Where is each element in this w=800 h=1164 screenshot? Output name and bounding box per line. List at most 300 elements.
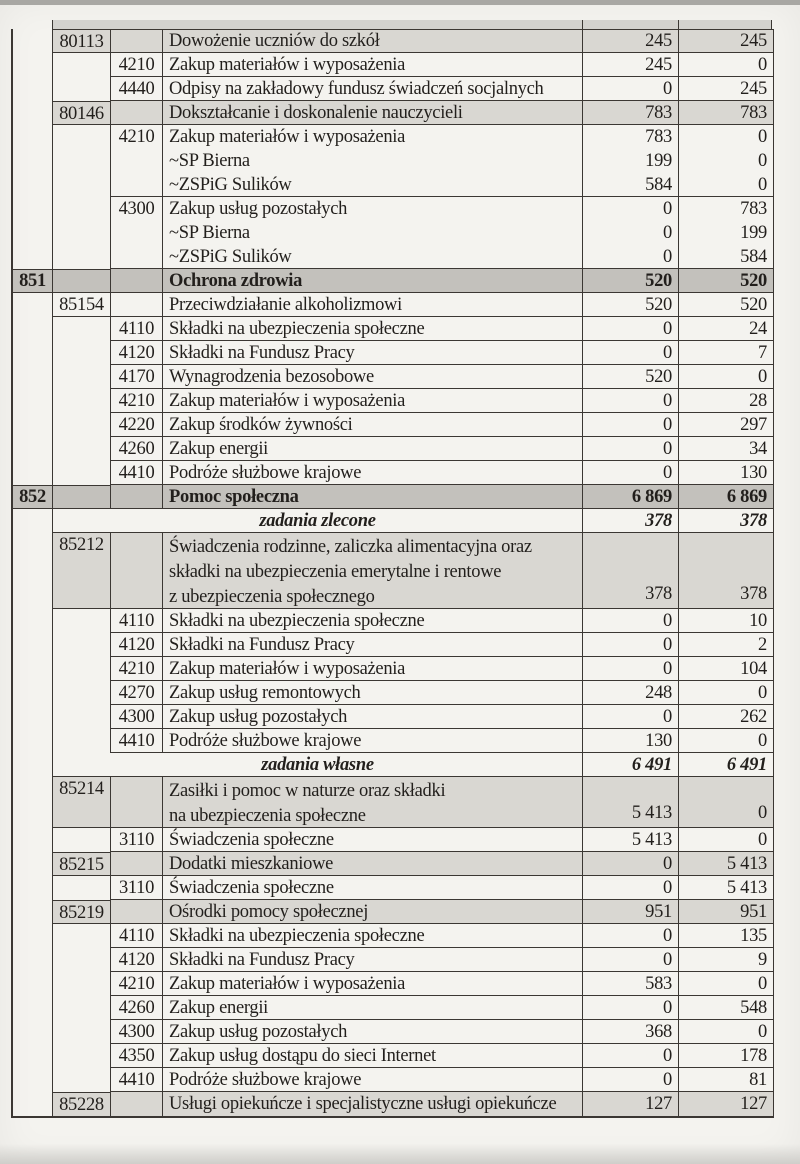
- chapter-code-cell: [13, 633, 53, 657]
- description-cell: Zakup usług pozostałych: [163, 705, 583, 729]
- table-row: [13, 924, 773, 948]
- section-code-cell: [53, 729, 111, 753]
- table-row: [13, 777, 773, 828]
- paragraph-code-cell: 4120: [111, 948, 163, 972]
- amount-col2-cell: 2: [679, 633, 773, 657]
- chapter-code-cell: [13, 53, 53, 77]
- section-code-cell: [53, 269, 111, 293]
- section-code-cell: [53, 197, 111, 221]
- amount-col1-cell: 0: [583, 1068, 679, 1092]
- amount-col1-cell: 783: [583, 125, 679, 149]
- chapter-code-cell: [13, 1068, 53, 1092]
- chapter-code-cell: [13, 609, 53, 633]
- amount-col2-cell: 951: [679, 900, 773, 924]
- paragraph-code-cell: 4270: [111, 681, 163, 705]
- amount-col1-cell: 0: [583, 996, 679, 1020]
- section-code-cell: [53, 705, 111, 729]
- description-cell: [163, 533, 583, 609]
- description-cell: [163, 777, 583, 828]
- section-code-cell: [53, 924, 111, 948]
- cutoff-cell: [53, 20, 583, 29]
- table-row: [13, 753, 773, 777]
- amount-col1-cell: 0: [583, 197, 679, 221]
- amount-col2-cell: 130: [679, 461, 773, 485]
- table-row: [13, 948, 773, 972]
- amount-col2-cell: 548: [679, 996, 773, 1020]
- amount-col1-cell: 127: [583, 1092, 679, 1116]
- table-row: [13, 900, 773, 924]
- chapter-code-cell: [13, 924, 53, 948]
- section-code-cell: [53, 389, 111, 413]
- amount-col2-cell: 520: [679, 293, 773, 317]
- amount-col1-cell: 0: [583, 705, 679, 729]
- paragraph-code-cell: 4110: [111, 317, 163, 341]
- amount-col1-cell: 0: [583, 876, 679, 900]
- amount-col2-cell: 81: [679, 1068, 773, 1092]
- description-cell: Zakup usług pozostałych: [163, 1020, 583, 1044]
- amount-col1-cell: 0: [583, 609, 679, 633]
- chapter-code-cell: [13, 197, 53, 221]
- description-cell: Zakup materiałów i wyposażenia: [163, 125, 583, 149]
- section-code-cell: 85212: [53, 533, 111, 609]
- amount-col2-cell: 9: [679, 948, 773, 972]
- chapter-code-cell: [13, 705, 53, 729]
- description-cell: Dodatki mieszkaniowe: [163, 852, 583, 876]
- amount-col1-cell: 6 869: [583, 485, 679, 509]
- amount-col1-cell: 0: [583, 852, 679, 876]
- amount-col2-cell: 104: [679, 657, 773, 681]
- chapter-code-cell: [13, 948, 53, 972]
- section-code-cell: [53, 365, 111, 389]
- amount-col1-cell: 583: [583, 972, 679, 996]
- chapter-code-cell: [13, 101, 53, 125]
- amount-col2-cell: 0: [679, 365, 773, 389]
- section-code-cell: [53, 948, 111, 972]
- table-row: [13, 77, 773, 101]
- section-code-cell: [53, 1068, 111, 1092]
- description-cell: Podróże służbowe krajowe: [163, 461, 583, 485]
- section-code-cell: [53, 341, 111, 365]
- amount-col2-cell: 127: [679, 1092, 773, 1116]
- chapter-code-cell: [13, 245, 53, 269]
- paragraph-code-cell: 4440: [111, 77, 163, 101]
- description-cell: Zakup usług dostąpu do sieci Internet: [163, 1044, 583, 1068]
- description-line: składki na ubezpieczenia emerytalne i rentowe: [169, 562, 502, 582]
- paragraph-code-cell: 4120: [111, 633, 163, 657]
- amount-col1-cell: 0: [583, 77, 679, 101]
- chapter-code-cell: 851: [13, 269, 53, 293]
- paragraph-code-cell: [111, 29, 163, 53]
- amount-col2-cell: 262: [679, 705, 773, 729]
- chapter-code-cell: [13, 876, 53, 900]
- amount-col2-cell: 178: [679, 1044, 773, 1068]
- paragraph-code-cell: [111, 1092, 163, 1116]
- amount-col1-cell: 0: [583, 341, 679, 365]
- section-code-cell: [53, 413, 111, 437]
- paragraph-code-cell: 4260: [111, 996, 163, 1020]
- paragraph-code-cell: 4210: [111, 389, 163, 413]
- paragraph-code-cell: 4300: [111, 1020, 163, 1044]
- description-cell: Zakup materiałów i wyposażenia: [163, 972, 583, 996]
- description-cell: Zakup środków żywności: [163, 413, 583, 437]
- table-row: [13, 609, 773, 633]
- amount-col2-cell: 5 413: [679, 876, 773, 900]
- table-row: [13, 1020, 773, 1044]
- amount-col2-cell: 0: [679, 972, 773, 996]
- table-row: [13, 149, 773, 173]
- chapter-code-cell: [13, 533, 53, 609]
- description-cell: Zakup energii: [163, 996, 583, 1020]
- description-cell: ~ZSPiG Sulików: [163, 173, 583, 197]
- amount-col1-cell: 0: [583, 317, 679, 341]
- amount-col2-cell: 10: [679, 609, 773, 633]
- amount-col1-cell: 199: [583, 149, 679, 173]
- description-cell: Składki na Fundusz Pracy: [163, 633, 583, 657]
- amount-col1-cell: 0: [583, 461, 679, 485]
- chapter-code-cell: [13, 293, 53, 317]
- paragraph-code-cell: 4300: [111, 197, 163, 221]
- paragraph-code-cell: [111, 245, 163, 269]
- amount-col2-cell: 34: [679, 437, 773, 461]
- section-code-cell: [53, 437, 111, 461]
- chapter-code-cell: [13, 77, 53, 101]
- budget-table: [11, 29, 774, 1118]
- scan-bottom-edge: [0, 1144, 800, 1164]
- table-row: [13, 633, 773, 657]
- chapter-code-cell: [13, 900, 53, 924]
- chapter-code-cell: [13, 341, 53, 365]
- table-row: [13, 533, 773, 609]
- amount-col2-cell: 783: [740, 199, 767, 219]
- amount-col2-cell: 0: [679, 173, 773, 197]
- description-cell: Podróże służbowe krajowe: [163, 729, 583, 753]
- paragraph-code-cell: 4220: [111, 413, 163, 437]
- section-code-cell: [53, 461, 111, 485]
- amount-col2-cell: 378: [679, 509, 773, 533]
- paragraph-code-cell: [111, 101, 163, 125]
- chapter-code-cell: [13, 221, 53, 245]
- amount-col1-cell: 245: [583, 29, 679, 53]
- paragraph-code-cell: 4210: [111, 657, 163, 681]
- description-cell: Wynagrodzenia bezosobowe: [163, 365, 583, 389]
- chapter-code-cell: [13, 729, 53, 753]
- section-code-cell: [53, 485, 111, 509]
- amount-col1-cell: 520: [583, 365, 679, 389]
- chapter-code-cell: [13, 437, 53, 461]
- amount-col2-cell: 28: [679, 389, 773, 413]
- paragraph-code-cell: [111, 293, 163, 317]
- description-cell: ~SP Bierna: [163, 149, 583, 173]
- amount-col1-cell: 0: [583, 245, 679, 269]
- table-row: [13, 101, 773, 125]
- amount-col2-cell: 378: [679, 533, 773, 609]
- chapter-code-cell: [13, 317, 53, 341]
- chapter-code-cell: [13, 365, 53, 389]
- description-cell: Zakup usług remontowych: [163, 681, 583, 705]
- description-cell: Składki na Fundusz Pracy: [163, 341, 583, 365]
- paragraph-code-cell: 3110: [111, 876, 163, 900]
- section-code-cell: [53, 876, 111, 900]
- scan-top-edge: [0, 0, 800, 5]
- section-code-cell: 85219: [53, 900, 111, 924]
- amount-col1-cell: 0: [583, 633, 679, 657]
- amount-col2-cell: 584: [679, 245, 773, 269]
- table-row: [13, 269, 773, 293]
- description-cell: Ośrodki pomocy społecznej: [163, 900, 583, 924]
- section-code-cell: [53, 53, 111, 77]
- paragraph-code-cell: 4410: [111, 729, 163, 753]
- amount-col1-cell: 0: [583, 221, 679, 245]
- amount-col2-cell: 297: [679, 413, 773, 437]
- section-code-cell: [53, 609, 111, 633]
- chapter-code-cell: [13, 681, 53, 705]
- chapter-code-cell: [13, 125, 53, 149]
- tasks-label-cell: zadania zlecone: [53, 509, 583, 533]
- paragraph-code-cell: 4120: [111, 341, 163, 365]
- description-line: na ubezpieczenia społeczne: [169, 806, 366, 826]
- cutoff-cell: [679, 20, 771, 29]
- table-row: [13, 1044, 773, 1068]
- chapter-code-cell: [13, 29, 53, 53]
- amount-col2-cell: 5 413: [679, 852, 773, 876]
- amount-col2-cell: 783: [679, 101, 773, 125]
- amount-col1-cell: 368: [583, 1020, 679, 1044]
- chapter-code-cell: [13, 972, 53, 996]
- table-row: [13, 53, 773, 77]
- table-row: [13, 852, 773, 876]
- description-cell: Dowożenie uczniów do szkół: [163, 29, 583, 53]
- chapter-code-cell: [13, 828, 53, 852]
- description-cell: Świadczenia społeczne: [163, 876, 583, 900]
- amount-col1-cell: 584: [583, 173, 679, 197]
- chapter-code-cell: [13, 753, 53, 777]
- section-code-cell: [53, 1020, 111, 1044]
- table-row: [13, 245, 773, 269]
- section-code-cell: [53, 828, 111, 852]
- table-row: [13, 29, 773, 53]
- amount-col1-cell: 783: [583, 101, 679, 125]
- description-cell: Zakup usług pozostałych: [163, 197, 583, 221]
- table-row: [13, 341, 773, 365]
- paragraph-code-cell: [111, 485, 163, 509]
- chapter-code-cell: 852: [13, 485, 53, 509]
- description-cell: Pomoc społeczna: [163, 485, 583, 509]
- chapter-code-cell: [13, 1044, 53, 1068]
- paragraph-code-cell: 4260: [111, 437, 163, 461]
- amount-col1-cell: 248: [583, 681, 679, 705]
- table-row: [13, 221, 773, 245]
- table-row: [13, 173, 773, 197]
- table-row: [13, 365, 773, 389]
- description-cell: Składki na ubezpieczenia społeczne: [163, 924, 583, 948]
- amount-col2-cell: 7: [679, 341, 773, 365]
- table-row: [13, 972, 773, 996]
- description-cell: Zakup materiałów i wyposażenia: [163, 389, 583, 413]
- chapter-code-cell: [13, 389, 53, 413]
- chapter-code-cell: [13, 173, 53, 197]
- paragraph-code-cell: 4350: [111, 1044, 163, 1068]
- description-cell: Zakup materiałów i wyposażenia: [163, 53, 583, 77]
- section-code-cell: [53, 125, 111, 149]
- description-line: Zasiłki i pomoc w naturze oraz składki: [169, 781, 446, 801]
- cutoff-row-sliver: [52, 20, 772, 29]
- description-cell: Składki na ubezpieczenia społeczne: [163, 609, 583, 633]
- paragraph-code-cell: 4110: [111, 924, 163, 948]
- table-row: [13, 729, 773, 753]
- amount-col1-cell: 5 413: [583, 777, 679, 828]
- amount-col1-cell: 245: [583, 53, 679, 77]
- amount-col2-cell: 0: [758, 127, 767, 147]
- table-row: [13, 197, 773, 221]
- section-code-cell: [53, 221, 111, 245]
- description-cell: Zakup energii: [163, 437, 583, 461]
- section-code-cell: [53, 1044, 111, 1068]
- paragraph-code-cell: 4210: [111, 53, 163, 77]
- amount-col1-cell: 0: [583, 437, 679, 461]
- section-code-cell: [53, 633, 111, 657]
- description-cell: Dokształcanie i doskonalenie nauczycieli: [163, 101, 583, 125]
- amount-col2-cell: 0: [758, 151, 767, 171]
- chapter-code-cell: [13, 852, 53, 876]
- amount-col1-cell: 0: [583, 948, 679, 972]
- amount-col2-cell: 199: [740, 223, 767, 243]
- description-cell: Usługi opiekuńcze i specjalistyczne usługi opiekuńcze: [163, 1092, 583, 1116]
- amount-col2-cell: 24: [679, 317, 773, 341]
- table-row: [13, 317, 773, 341]
- paragraph-code-cell: [111, 777, 163, 828]
- table-row: [13, 1068, 773, 1092]
- section-code-cell: 85154: [53, 293, 111, 317]
- description-line: z ubezpieczenia społecznego: [169, 587, 375, 607]
- tasks-label-cell: zadania własne: [53, 753, 583, 777]
- paragraph-code-cell: [111, 533, 163, 609]
- table-row: [13, 996, 773, 1020]
- chapter-code-cell: [13, 1020, 53, 1044]
- table-row: [13, 681, 773, 705]
- description-line: Świadczenia rodzinne, zaliczka alimentacyjna oraz: [169, 537, 532, 557]
- table-row: [13, 705, 773, 729]
- amount-col2-cell: 0: [679, 828, 773, 852]
- section-code-cell: [53, 245, 111, 269]
- section-code-cell: 85228: [53, 1092, 111, 1116]
- amount-col2-cell: 0: [679, 777, 773, 828]
- amount-col2-cell: 0: [679, 681, 773, 705]
- amount-col1-cell: 520: [583, 269, 679, 293]
- paragraph-code-cell: [111, 269, 163, 293]
- description-cell: ~ZSPiG Sulików: [163, 245, 583, 269]
- description-cell: Odpisy na zakładowy fundusz świadczeń socjalnych: [163, 77, 583, 101]
- chapter-code-cell: [13, 657, 53, 681]
- section-code-cell: [53, 657, 111, 681]
- paragraph-code-cell: [111, 221, 163, 245]
- amount-col1-cell: 130: [583, 729, 679, 753]
- description-cell: ~SP Bierna: [163, 221, 583, 245]
- paragraph-code-cell: [111, 900, 163, 924]
- cutoff-cell: [583, 20, 679, 29]
- description-cell: Świadczenia społeczne: [163, 828, 583, 852]
- amount-col1-cell: 0: [583, 413, 679, 437]
- amount-col1-cell: 0: [583, 657, 679, 681]
- paragraph-code-cell: 4110: [111, 609, 163, 633]
- amount-col2-cell: 0: [679, 53, 773, 77]
- amount-col2-cell: 245: [679, 77, 773, 101]
- chapter-code-cell: [13, 509, 53, 533]
- table-row: [13, 509, 773, 533]
- table-row: [13, 437, 773, 461]
- table-row: [13, 485, 773, 509]
- amount-col2-cell: 520: [679, 269, 773, 293]
- section-code-cell: [53, 996, 111, 1020]
- table-row: [13, 389, 773, 413]
- chapter-code-cell: [13, 149, 53, 173]
- amount-col1-cell: 6 491: [583, 753, 679, 777]
- section-code-cell: 80113: [53, 29, 111, 53]
- section-code-cell: [53, 77, 111, 101]
- description-cell: Przeciwdziałanie alkoholizmowi: [163, 293, 583, 317]
- amount-col2-cell: 6 869: [679, 485, 773, 509]
- amount-col1-cell: 378: [583, 533, 679, 609]
- table-row: [13, 125, 773, 149]
- amount-col2-cell: 135: [679, 924, 773, 948]
- table-row: [13, 1092, 773, 1116]
- table-row: [13, 828, 773, 852]
- paragraph-code-cell: 4210: [111, 125, 163, 149]
- amount-col1-cell: 0: [583, 924, 679, 948]
- table-row: [13, 876, 773, 900]
- amount-col2-cell: 0: [679, 1020, 773, 1044]
- paragraph-code-cell: [111, 149, 163, 173]
- section-code-cell: 85215: [53, 852, 111, 876]
- paragraph-code-cell: 4410: [111, 461, 163, 485]
- table-row: [13, 413, 773, 437]
- chapter-code-cell: [13, 777, 53, 828]
- paragraph-code-cell: 4410: [111, 1068, 163, 1092]
- section-code-cell: [53, 149, 111, 173]
- amount-col1-cell: 951: [583, 900, 679, 924]
- amount-col1-cell: 0: [583, 389, 679, 413]
- description-cell: Składki na Fundusz Pracy: [163, 948, 583, 972]
- section-code-cell: [53, 173, 111, 197]
- amount-col1-cell: 0: [583, 1044, 679, 1068]
- chapter-code-cell: [13, 461, 53, 485]
- paragraph-code-cell: [111, 173, 163, 197]
- table-row: [13, 657, 773, 681]
- paragraph-code-cell: 4170: [111, 365, 163, 389]
- section-code-cell: [53, 681, 111, 705]
- amount-col2-cell: 0: [679, 729, 773, 753]
- chapter-code-cell: [13, 996, 53, 1020]
- paragraph-code-cell: 4210: [111, 972, 163, 996]
- description-cell: Zakup materiałów i wyposażenia: [163, 657, 583, 681]
- table-row: [13, 461, 773, 485]
- description-cell: Podróże służbowe krajowe: [163, 1068, 583, 1092]
- paragraph-code-cell: [111, 852, 163, 876]
- amount-col2-cell: 6 491: [679, 753, 773, 777]
- chapter-code-cell: [13, 413, 53, 437]
- section-code-cell: [53, 972, 111, 996]
- amount-col2-cell: 245: [679, 29, 773, 53]
- amount-col1-cell: 378: [583, 509, 679, 533]
- section-code-cell: 85214: [53, 777, 111, 828]
- section-code-cell: 80146: [53, 101, 111, 125]
- paragraph-code-cell: 3110: [111, 828, 163, 852]
- table-row: [13, 293, 773, 317]
- description-cell: Składki na ubezpieczenia społeczne: [163, 317, 583, 341]
- amount-col1-cell: 5 413: [583, 828, 679, 852]
- paragraph-code-cell: 4300: [111, 705, 163, 729]
- section-code-cell: [53, 317, 111, 341]
- chapter-code-cell: [13, 1092, 53, 1116]
